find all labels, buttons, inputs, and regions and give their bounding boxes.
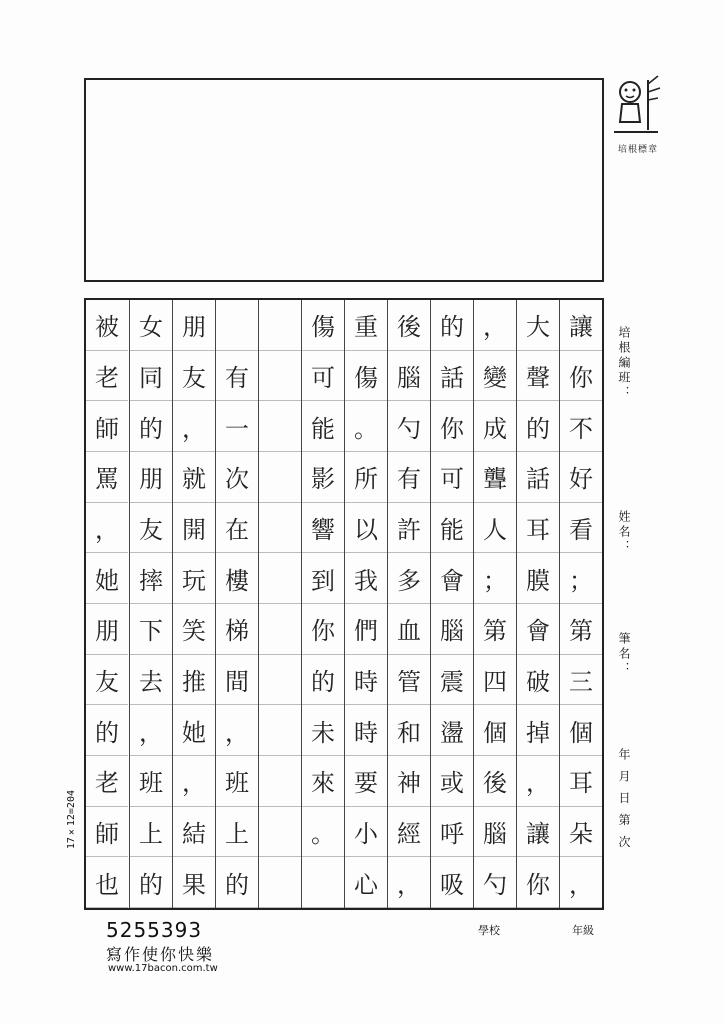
grid-cell: 你 [560,351,602,402]
grid-cell: ， [474,300,516,351]
grid-cell: 三 [560,655,602,706]
grid-column [215,300,258,908]
grid-cell: 傷 [345,351,387,402]
grid-cell: 影 [302,452,344,503]
grid-cell: 梯 [216,604,258,655]
grid-cell [259,756,301,807]
grid-cell: 去 [130,655,172,706]
grid-cell: 話 [431,351,473,402]
grid-cell: ， [517,756,559,807]
grid-cell: 變 [474,351,516,402]
grid-cell: 第 [560,604,602,655]
grid-cell: 勺 [474,857,516,908]
grid-cell: 管 [388,655,430,706]
grid-cell: 許 [388,503,430,554]
grid-cell: ， [173,401,215,452]
grid-column [172,300,215,908]
grid-cell: 朋 [130,452,172,503]
grid-cell: 朵 [560,807,602,858]
grid-cell: 腦 [388,351,430,402]
grid-cell: 她 [173,705,215,756]
grid-cell: ， [86,503,128,554]
grid-cell: 我 [345,553,387,604]
grid-cell: 的 [431,300,473,351]
grid-column [516,300,559,908]
class-label: 培根編班： [617,326,631,401]
grid-cell: 你 [431,401,473,452]
grid-cell: 能 [302,401,344,452]
grid-cell: 多 [388,553,430,604]
grid-cell: 血 [388,604,430,655]
teacher-comment-box [84,78,604,282]
grid-cell: 結 [173,807,215,858]
grid-cell: 吸 [431,857,473,908]
grid-cell: 女 [130,300,172,351]
grid-cell: 的 [517,401,559,452]
grid-column [301,300,344,908]
grid-cell: 未 [302,705,344,756]
grid-cell: 推 [173,655,215,706]
grid-cell: 師 [86,401,128,452]
grid-cell: 也 [86,857,128,908]
grid-column [473,300,516,908]
grid-column [559,300,602,908]
grid-cell: 話 [517,452,559,503]
grid-cell: 老 [86,351,128,402]
grid-cell: 下 [130,604,172,655]
grid-cell: 有 [388,452,430,503]
mascot-icon [608,70,664,140]
grid-cell: 笑 [173,604,215,655]
grid-cell: 師 [86,807,128,858]
grid-cell: 就 [173,452,215,503]
pen-name-label: 筆名： [617,632,631,677]
grid-cell: 重 [345,300,387,351]
grid-column [258,300,301,908]
grid-cell [259,300,301,351]
grid-cell: 震 [431,655,473,706]
grid-cell: 聾 [474,452,516,503]
grid-cell: 個 [474,705,516,756]
grid-cell: 小 [345,807,387,858]
grid-cell [259,807,301,858]
grid-cell: 或 [431,756,473,807]
date-label: 年 月 日 第 次 [617,748,631,851]
grid-cell: 後 [388,300,430,351]
grid-cell: 上 [216,807,258,858]
grid-cell: 們 [345,604,387,655]
grid-cell: 可 [302,351,344,402]
grid-cell: 人 [474,503,516,554]
grid-column [387,300,430,908]
grade-label: 年級 [572,924,594,937]
school-label: 學校 [478,924,500,937]
grid-cell [302,857,344,908]
grid-cell: 同 [130,351,172,402]
grid-cell: 。 [345,401,387,452]
grid-cell: 呼 [431,807,473,858]
grid-cell: 你 [517,857,559,908]
grid-cell: 她 [86,553,128,604]
grid-column [129,300,172,908]
grid-cell: 和 [388,705,430,756]
grid-cell: ， [130,705,172,756]
grid-cell [259,452,301,503]
grid-cell: 時 [345,705,387,756]
grid-cell: 大 [517,300,559,351]
grid-cell [259,553,301,604]
grid-cell: 被 [86,300,128,351]
grid-cell: 的 [130,857,172,908]
grid-cell: 以 [345,503,387,554]
grid-cell: 一 [216,401,258,452]
grid-cell: 的 [86,705,128,756]
grid-cell: 好 [560,452,602,503]
grid-cell: 所 [345,452,387,503]
grid-cell: 摔 [130,553,172,604]
grid-cell: 第 [474,604,516,655]
grid-column [430,300,473,908]
grid-cell: 老 [86,756,128,807]
grid-cell: 讓 [517,807,559,858]
grid-cell: 時 [345,655,387,706]
grid-cell: 耳 [560,756,602,807]
grid-cell: 班 [216,756,258,807]
grid-cell: 讓 [560,300,602,351]
grid-cell: 樓 [216,553,258,604]
grid-cell: 朋 [86,604,128,655]
grid-cell: 次 [216,452,258,503]
writing-grid [84,298,604,910]
grid-cell [259,655,301,706]
grid-cell: 的 [216,857,258,908]
grid-cell: 你 [302,604,344,655]
grid-cell [259,401,301,452]
grid-cell [216,300,258,351]
grid-cell: 掉 [517,705,559,756]
grid-cell: 會 [517,604,559,655]
grid-cell: 上 [130,807,172,858]
grid-cell: 罵 [86,452,128,503]
grid-cell: ， [560,857,602,908]
page-code: 17×12=204 [66,790,77,850]
grid-cell: 到 [302,553,344,604]
grid-cell: 經 [388,807,430,858]
grid-cell: 玩 [173,553,215,604]
grid-cell [259,705,301,756]
grid-cell: 可 [431,452,473,503]
mascot-label: 培根標章 [617,145,658,155]
grid-cell: 神 [388,756,430,807]
name-label: 姓名： [617,510,631,555]
grid-cell: 要 [345,756,387,807]
grid-cell: 個 [560,705,602,756]
grid-cell: 會 [431,553,473,604]
grid-cell: 友 [130,503,172,554]
grid-cell [259,604,301,655]
grid-cell: 在 [216,503,258,554]
grid-cell: 勺 [388,401,430,452]
grid-cell: 耳 [517,503,559,554]
grid-cell: 傷 [302,300,344,351]
grid-cell: 聲 [517,351,559,402]
grid-cell: 心 [345,857,387,908]
grid-cell: 班 [130,756,172,807]
grid-cell: 成 [474,401,516,452]
grid-cell: 腦 [474,807,516,858]
grid-cell: 膜 [517,553,559,604]
grid-cell: 的 [302,655,344,706]
grid-cell: 。 [302,807,344,858]
grid-cell: 四 [474,655,516,706]
grid-cell: 能 [431,503,473,554]
grid-cell: 來 [302,756,344,807]
grid-column [86,300,129,908]
grid-cell: ， [173,756,215,807]
logo-number: 5255393 [106,918,203,942]
grid-cell: 的 [130,401,172,452]
grid-cell: ； [474,553,516,604]
grid-cell: 後 [474,756,516,807]
grid-cell: 友 [173,351,215,402]
grid-column [344,300,387,908]
grid-cell: 響 [302,503,344,554]
grid-cell: 朋 [173,300,215,351]
grid-cell: 破 [517,655,559,706]
grid-cell: 看 [560,503,602,554]
grid-cell [259,857,301,908]
grid-cell [259,503,301,554]
grid-cell: 間 [216,655,258,706]
grid-cell: 腦 [431,604,473,655]
grid-cell: 友 [86,655,128,706]
logo-url: www.17bacon.com.tw [108,963,218,974]
grid-cell: ， [388,857,430,908]
grid-cell: ， [216,705,258,756]
grid-cell: 不 [560,401,602,452]
grid-cell [259,351,301,402]
grid-cell: 開 [173,503,215,554]
logo-title: 寫作使你快樂 [106,945,215,964]
grid-cell: 有 [216,351,258,402]
grid-cell: 盪 [431,705,473,756]
grid-cell: ； [560,553,602,604]
grid-cell: 果 [173,857,215,908]
